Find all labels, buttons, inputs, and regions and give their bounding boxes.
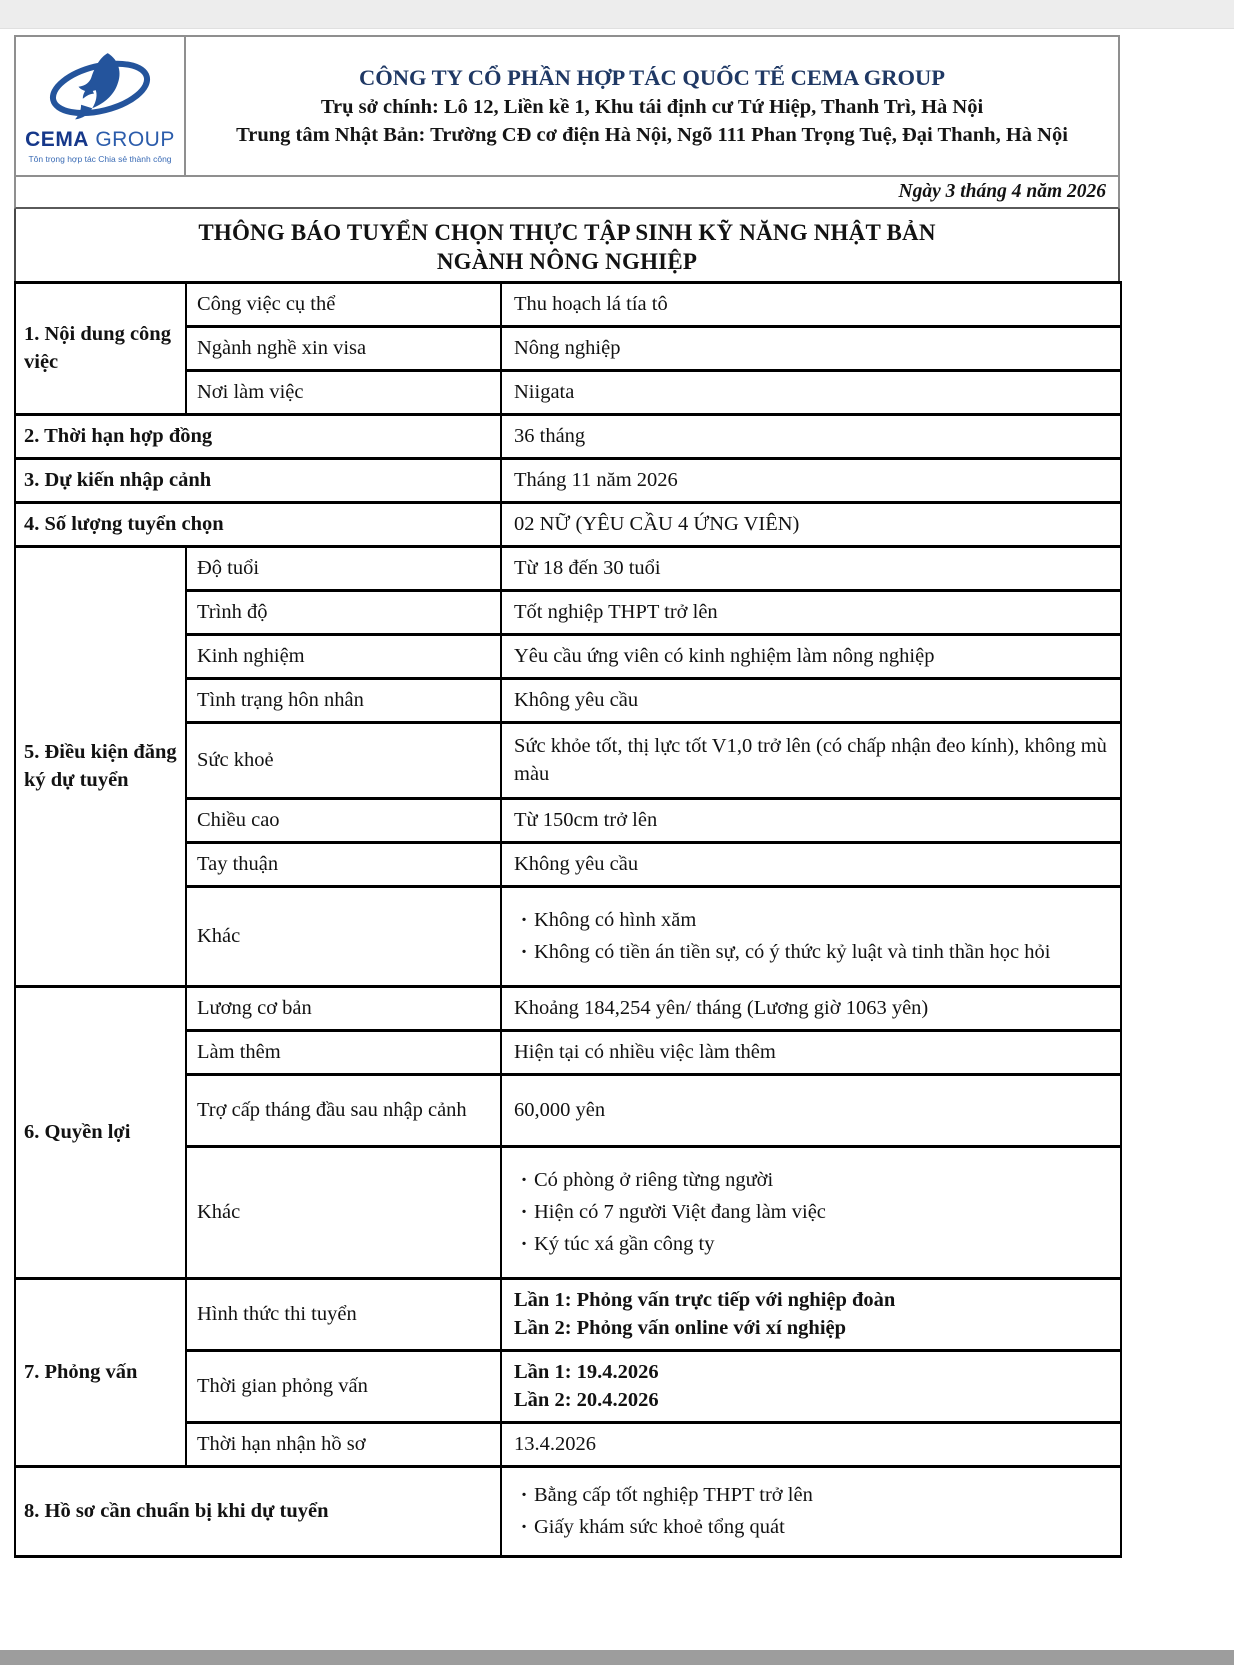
cell-value: Tháng 11 năm 2026 <box>501 459 1121 503</box>
table-row <box>15 987 1121 1031</box>
cell-value: Thu hoạch lá tía tô <box>501 283 1121 327</box>
company-address-main: Trụ sở chính: Lô 12, Liền kề 1, Khu tái định cư Tứ Hiệp, Thanh Trì, Hà Nội <box>320 96 984 118</box>
bullet-text: Bằng cấp tốt nghiệp THPT trở lên <box>534 1483 813 1506</box>
cell-label: Làm thêm <box>186 1031 501 1075</box>
logo-word-primary: CEMA <box>25 128 89 151</box>
bullet-dot: · <box>520 941 528 963</box>
cell-value-bullets <box>501 887 1121 987</box>
bullet-item <box>514 939 1112 966</box>
cell-label: Nơi làm việc <box>186 371 501 415</box>
logo-word-secondary: GROUP <box>95 128 175 151</box>
bullet-dot: · <box>520 908 528 931</box>
bullet-text: Có phòng ở riêng từng người <box>534 1168 774 1191</box>
cell-value: 02 NỮ (YÊU CẦU 4 ỨNG VIÊN) <box>501 503 1121 547</box>
company-header <box>14 35 1120 177</box>
cell-label: Khác <box>186 887 501 987</box>
cell-label: Kinh nghiệm <box>186 635 501 679</box>
table-row <box>15 1467 1121 1557</box>
cell-value: Không yêu cầu <box>501 679 1121 723</box>
page-top-margin <box>0 0 1234 29</box>
bullet-item <box>514 1231 1112 1258</box>
page-bottom-margin <box>0 1650 1234 1665</box>
dolphin-globe-logo-icon <box>31 48 169 134</box>
section-label-6: 6. Quyền lợi <box>15 987 186 1279</box>
cell-label: Độ tuổi <box>186 547 501 591</box>
bullet-dot: · <box>520 1200 528 1223</box>
cell-label: Tay thuận <box>186 843 501 887</box>
bullet-text: Không có hình xăm <box>534 908 697 931</box>
bullet-item <box>514 1482 1112 1509</box>
cell-value: Khoảng 184,254 yên/ tháng (Lương giờ 1063 yên) <box>501 987 1121 1031</box>
bullet-dot: · <box>520 1168 528 1191</box>
cell-value-lines <box>501 1351 1121 1423</box>
bullet-dot: · <box>520 1233 528 1256</box>
value-line: Lần 2: Phỏng vấn online với xí nghiệp <box>514 1317 847 1339</box>
value-line: Lần 2: 20.4.2026 <box>514 1389 659 1411</box>
cell-label: Trợ cấp tháng đầu sau nhập cảnh <box>186 1075 501 1147</box>
bullet-dot: · <box>520 1483 528 1506</box>
document-date: Ngày 3 tháng 4 năm 2026 <box>898 181 1106 202</box>
cell-label: Sức khoẻ <box>186 723 501 799</box>
cell-value: Sức khỏe tốt, thị lực tốt V1,0 trở lên (có chấp nhận đeo kính), không mù màu <box>501 723 1121 799</box>
cell-label: Hình thức thi tuyển <box>186 1279 501 1351</box>
bullet-item <box>514 1167 1112 1194</box>
section-label-4: 4. Số lượng tuyển chọn <box>15 503 501 547</box>
date-row <box>14 177 1120 209</box>
company-info <box>186 37 1118 175</box>
value-line: Lần 1: Phỏng vấn trực tiếp với nghiệp đoàn <box>514 1288 896 1311</box>
section-label-7: 7. Phỏng vấn <box>15 1279 186 1467</box>
cell-label: Tình trạng hôn nhân <box>186 679 501 723</box>
cell-label: Trình độ <box>186 591 501 635</box>
section-label-2: 2. Thời hạn hợp đồng <box>15 415 501 459</box>
cell-value: Không yêu cầu <box>501 843 1121 887</box>
section-label-8: 8. Hồ sơ cần chuẩn bị khi dự tuyển <box>15 1467 501 1557</box>
cell-label: Ngành nghề xin visa <box>186 327 501 371</box>
table-row <box>15 459 1121 503</box>
cell-label: Khác <box>186 1147 501 1279</box>
table-row <box>15 547 1121 591</box>
bullet-text: Ký túc xá gần công ty <box>534 1233 715 1256</box>
section-label-3: 3. Dự kiến nhập cảnh <box>15 459 501 503</box>
recruitment-notice <box>14 35 1120 1558</box>
bullet-item <box>514 1514 1112 1541</box>
cell-value: Hiện tại có nhiều việc làm thêm <box>501 1031 1121 1075</box>
company-logo <box>16 37 186 175</box>
bullet-text: Hiện có 7 người Việt đang làm việc <box>534 1200 826 1223</box>
table-row <box>15 283 1121 327</box>
cell-value: Niigata <box>501 371 1121 415</box>
bullet-text: Không có tiền án tiền sự, có ý thức kỷ luật và tinh thần học hỏi <box>534 941 1051 963</box>
cell-value: 60,000 yên <box>501 1075 1121 1147</box>
cell-value: Tốt nghiệp THPT trở lên <box>501 591 1121 635</box>
cell-value: 13.4.2026 <box>501 1423 1121 1467</box>
logo-tagline: Tôn trọng hợp tác Chia sẻ thành công <box>28 154 172 164</box>
cell-value: Từ 18 đến 30 tuổi <box>501 547 1121 591</box>
table-row <box>15 503 1121 547</box>
cell-value-bullets <box>501 1147 1121 1279</box>
bullet-item <box>514 1199 1112 1226</box>
value-line: Lần 1: 19.4.2026 <box>514 1360 659 1383</box>
cell-label: Công việc cụ thể <box>186 283 501 327</box>
table-row <box>15 1279 1121 1351</box>
cell-value: 36 tháng <box>501 415 1121 459</box>
cell-label: Thời gian phỏng vấn <box>186 1351 501 1423</box>
logo-wordmark <box>25 128 175 152</box>
cell-value-lines <box>501 1279 1121 1351</box>
recruitment-table <box>14 281 1122 1558</box>
cell-value: Từ 150cm trở lên <box>501 799 1121 843</box>
section-label-1: 1. Nội dung công việc <box>15 283 186 415</box>
title-line-1: THÔNG BÁO TUYỂN CHỌN THỰC TẬP SINH KỸ NĂNG NHẬT BẢN <box>198 220 936 245</box>
table-row <box>15 415 1121 459</box>
bullet-dot: · <box>520 1516 528 1538</box>
cell-value-bullets <box>501 1467 1121 1557</box>
company-name: CÔNG TY CỔ PHẦN HỢP TÁC QUỐC TẾ CEMA GROUP <box>358 65 946 90</box>
cell-label: Lương cơ bản <box>186 987 501 1031</box>
company-address-japan-center: Trung tâm Nhật Bản: Trường CĐ cơ điện Hà Nội, Ngõ 111 Phan Trọng Tuệ, Đại Thanh, Hà Nội <box>236 124 1068 146</box>
bullet-item <box>514 907 1112 934</box>
cell-label: Thời hạn nhận hồ sơ <box>186 1423 501 1467</box>
bullet-text: Giấy khám sức khoẻ tổng quát <box>534 1516 785 1538</box>
title-line-2: NGÀNH NÔNG NGHIỆP <box>436 249 698 274</box>
cell-label: Chiều cao <box>186 799 501 843</box>
cell-value: Yêu cầu ứng viên có kinh nghiệm làm nông nghiệp <box>501 635 1121 679</box>
section-label-5: 5. Điều kiện đăng ký dự tuyển <box>15 547 186 987</box>
cell-value: Nông nghiệp <box>501 327 1121 371</box>
document-title <box>14 209 1120 281</box>
